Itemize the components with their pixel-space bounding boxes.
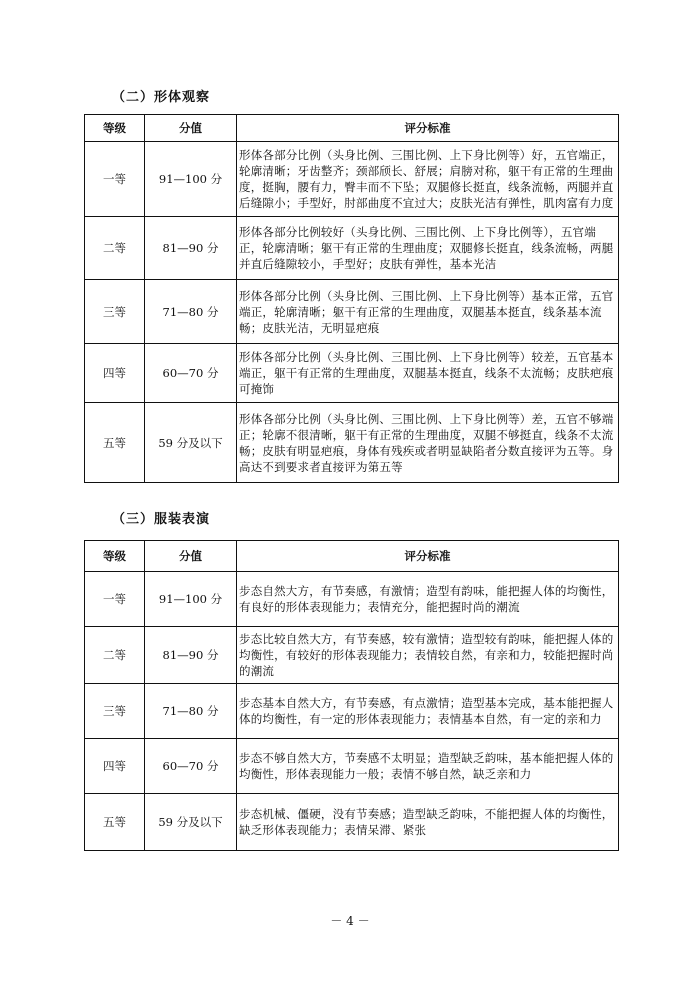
score-cell: 60—70 分 [145, 344, 237, 403]
table-row [85, 684, 619, 739]
score-cell: 59 分及以下 [145, 403, 237, 483]
table-header-row [85, 115, 619, 142]
criteria-cell: 步态比较自然大方，有节奏感，较有激情；造型较有韵味，能把握人体的均衡性，有较好的形体表现能力；表情较自然，有亲和力，较能把握时尚的潮流 [237, 627, 619, 684]
table-row [85, 142, 619, 217]
criteria-cell: 形体各部分比例较好（头身比例、三围比例、上下身比例等），五官端正，轮廓清晰；躯干有正常的生理曲度；双腿修长挺直，线条流畅，两腿并直后缝隙较小，手型好；皮肤有弹性，基本光洁 [237, 217, 619, 280]
score-cell: 60—70 分 [145, 739, 237, 794]
fashion-performance-table [84, 540, 619, 851]
table-header-row [85, 541, 619, 572]
header-grade: 等级 [85, 115, 145, 142]
grade-cell: 一等 [85, 142, 145, 217]
criteria-cell: 步态自然大方，有节奏感，有激情；造型有韵味，能把握人体的均衡性，有良好的形体表现能力；表情充分，能把握时尚的潮流 [237, 572, 619, 627]
criteria-cell: 形体各部分比例（头身比例、三围比例、上下身比例等）好，五官端正，轮廓清晰；牙齿整齐；颈部颀长、舒展；肩膀对称，躯干有正常的生理曲度，挺胸，腰有力，臀丰而不下坠；双腿修长挺直，线条流畅，两腿并直后缝隙小；手型好，肘部曲度不宜过大；皮肤光洁有弹性，肌肉富有力度 [237, 142, 619, 217]
score-cell: 81—90 分 [145, 627, 237, 684]
table-row [85, 280, 619, 344]
page-number: － 4 － [330, 914, 370, 928]
header-score: 分值 [145, 541, 237, 572]
score-cell: 81—90 分 [145, 217, 237, 280]
table-row [85, 344, 619, 403]
grade-cell: 四等 [85, 739, 145, 794]
section-title-fashion-performance: （三）服装表演 [112, 512, 211, 527]
score-cell: 91—100 分 [145, 572, 237, 627]
table-row [85, 627, 619, 684]
criteria-cell: 形体各部分比例（头身比例、三围比例、上下身比例等）差，五官不够端正；轮廓不很清晰，躯干有正常的生理曲度，双腿不够挺直，线条不太流畅；皮肤有明显疤痕，身体有残疾或者明显缺陷者分数直接评为五等。身高达不到要求者直接评为第五等 [237, 403, 619, 483]
grade-cell: 四等 [85, 344, 145, 403]
section-title-body-observation: （二）形体观察 [112, 90, 211, 105]
header-criteria: 评分标准 [237, 115, 619, 142]
score-cell: 71—80 分 [145, 684, 237, 739]
grade-cell: 五等 [85, 403, 145, 483]
body-observation-table [84, 114, 619, 483]
grade-cell: 五等 [85, 794, 145, 851]
score-cell: 71—80 分 [145, 280, 237, 344]
grade-cell: 二等 [85, 627, 145, 684]
table-row [85, 403, 619, 483]
criteria-cell: 步态不够自然大方，节奏感不太明显；造型缺乏韵味，基本能把握人体的均衡性，形体表现能力一般；表情不够自然，缺乏亲和力 [237, 739, 619, 794]
header-criteria: 评分标准 [237, 541, 619, 572]
criteria-cell: 步态基本自然大方，有节奏感，有点激情；造型基本完成，基本能把握人体的均衡性，有一定的形体表现能力；表情基本自然，有一定的亲和力 [237, 684, 619, 739]
table-row [85, 572, 619, 627]
score-cell: 91—100 分 [145, 142, 237, 217]
table-row [85, 217, 619, 280]
header-score: 分值 [145, 115, 237, 142]
criteria-cell: 形体各部分比例（头身比例、三围比例、上下身比例等）较差，五官基本端正，躯干有正常的生理曲度，双腿基本挺直，线条不太流畅；皮肤疤痕可掩饰 [237, 344, 619, 403]
table-row [85, 794, 619, 851]
header-grade: 等级 [85, 541, 145, 572]
grade-cell: 一等 [85, 572, 145, 627]
grade-cell: 三等 [85, 684, 145, 739]
score-cell: 59 分及以下 [145, 794, 237, 851]
grade-cell: 二等 [85, 217, 145, 280]
grade-cell: 三等 [85, 280, 145, 344]
criteria-cell: 形体各部分比例（头身比例、三围比例、上下身比例等）基本正常，五官端正，轮廓清晰；躯干有正常的生理曲度，双腿基本挺直，线条基本流畅；皮肤光洁，无明显疤痕 [237, 280, 619, 344]
criteria-cell: 步态机械、僵硬，没有节奏感；造型缺乏韵味，不能把握人体的均衡性，缺乏形体表现能力；表情呆滞、紧张 [237, 794, 619, 851]
table-row [85, 739, 619, 794]
